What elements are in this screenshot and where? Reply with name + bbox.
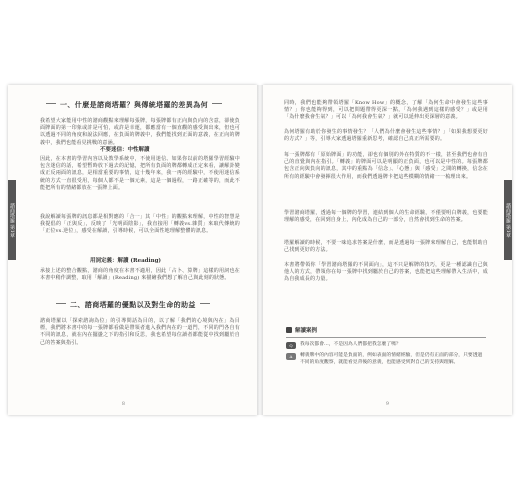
right-page-number: 9: [386, 402, 389, 407]
right-paragraph-5: 塔羅解讀的時候，不要一味追求答案是什麼，而是透過每一張牌來理解自己，也能幫助自己找到更好的方法。: [284, 240, 488, 254]
right-paragraph-6: 本書將帶領你「學習諮商塔羅的不同面向」，這不只是解牌的技巧，更是一種認識自己與他人的方式，帶領你在每一張牌中找到屬於自己的答案，也能把這些理解帶入生活中，成為自我成長的力量。: [284, 262, 488, 283]
right-paragraph-2: 為何塔羅有助於你發生的事情發生？「人們為什麼會發生這些事情？」「如果我想要更好的方式？」等，引導大家透過塔羅重新思考，確認自己真正所需要的。: [284, 129, 488, 143]
right-paragraph-4: 學習諮商塔羅，透過每一個牌的學習，連結到個人的生命經驗，不僅要明白牌義，也要能理解的感受，在回到自身上，內化成為自己的一部分，自然會找到生命的答案。: [284, 210, 488, 224]
right-paragraph-1: 同時，我們也能夠帶領塔羅「Know How」的概念，了解「為何生命中會發生這些事情？」你也能夠得到，可以把問題帶得更深一點，「為何我遇到這樣的感受？」或是用「為什麼我會生氣？」可以「為何我會生氣？」就可以延伸出更深層的意義。: [284, 100, 488, 121]
left-page-number: 8: [122, 402, 125, 407]
case-icon: [286, 327, 292, 333]
divider: [286, 337, 486, 338]
reading-example-box: [286, 326, 486, 398]
question-row: [286, 342, 486, 349]
right-side-tab: 諮商塔羅 第1章: [504, 180, 512, 260]
left-paragraph-1: 我希望大家能用中性的諮商觀點來理解每張牌，每張牌都有正向與負向的含意，卻使負面牌面的第一印象或許是可怕，或許是幸運，都應當有一個直觀的感受與出來，但也可以透過不同的角度和說法回應，在負面的牌義中，我們能找到正面的意義，在正向的牌義中，我們也能看見挑戰的意涵。: [40, 118, 240, 146]
reading-example-title: 解讀案例: [295, 328, 318, 334]
left-paragraph-2: 因此，在本書的學習內容以及教學系統中，不使用迷信、如果你以前的塔羅學習經驗中包含迷信的話，希望暫時放下過去的記憶，把所有負面的牌都轉成正定來看，讓解卦變成正反兩面的訊息，是相當重要的事情，這十幾年來，我一再的經驗中，不使用迷信系統的方式一直很受用，每個人都不是一個元素，這是一個過程，一路正確等的，而此不能把所有的情緒都放在一張牌上面。: [40, 156, 240, 191]
subheading-reading: 用詞定義：解讀 (Reading): [90, 258, 162, 264]
section-heading-1: 一、什麼是諮商塔羅？與傳統塔羅的差異為何: [60, 100, 208, 109]
section-heading-2: 二、諮商塔羅的優點以及對生命的助益: [70, 300, 196, 309]
book-gutter: [257, 85, 263, 415]
question-badge: Q: [286, 342, 296, 349]
left-paragraph-4: 承接上述的整合觀點，諮商的角度在本書不適用，因此「占卜、算牌」這樣的用詞也在本書中稍作調整，取用「解讀」(Reading) 來描繪我們想了解自己與此刻的狀態。: [40, 268, 240, 282]
left-paragraph-3: 我說解讀每張牌的訊息都是相對應的「合一」其「中性」的觀點來理解，中性的智慧是我提倡的「正與反」，反映了「光明面陰影」，我直接用「轉義vs.雜質」來取代傳統的「正位vs.逆位」，感受在解讀，引導時候，可以全面性地理解整體的訊息。: [40, 214, 240, 235]
answer-badge: A: [286, 353, 296, 360]
right-paragraph-3: 每一張牌都有「原始牌面」的功能，卻也有個別的外在特質的不一樣，甚至我們也會有自己的直覺與內在指引。「轉義」的牌面可以是明顯的正負面，也可以是中性的。每張牌都包含正向與負向的訊息，其中的重點為「信念」、「心態」與「感受」之間的轉換，信念在所有的經驗中會發揮很大作用，而我們透過牌卡把這些模糊的情緒一一梳理出來。: [284, 152, 488, 180]
subheading-neutral: 不要迷信：中性解讀: [100, 147, 150, 153]
answer-row: [286, 353, 486, 366]
reading-example-header: [286, 326, 486, 334]
left-side-tab: 諮商塔羅 第1章: [8, 180, 16, 260]
left-paragraph-5: 諮商塔羅以「探索諮詢為位」的引導問話為目的，以了解「我們的心境與內在」為目標，我們將本書中的每一張牌都看做是帶領者進入我們內在的一道門，不同的門各自有不同的訊息，就在內在擺盪之下的指引和反思，我也希望每位讀者都能從中找到屬於自己的答案與指引。: [40, 318, 240, 346]
answer-text: 轉義牌中的內容可能是負面的，例如表面的情緒經驗，但是仍有正面的部分，只要透過不同的角度觀察，就能看見背後的意義，也能感受到對自己的支持與理解。: [300, 353, 483, 365]
question-text: 我每次都會…，不是因為人們都把我怎麼了嗎？: [300, 342, 401, 347]
